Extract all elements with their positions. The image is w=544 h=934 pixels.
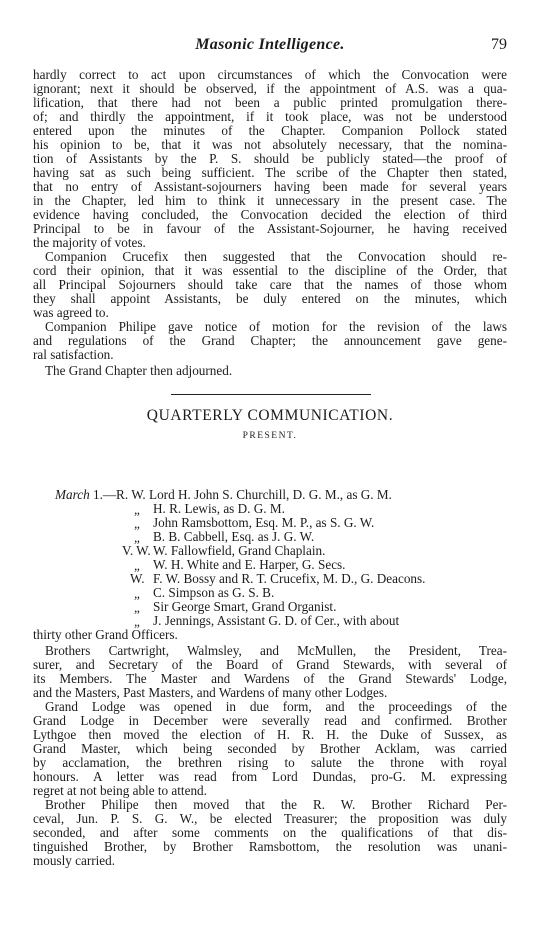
section-title: QUARTERLY COMMUNICATION. (146, 407, 394, 424)
text-line: its Members. The Master and Wardens of the Grand Stewards' Lodge, (33, 671, 507, 686)
attendance-first-line (55, 488, 392, 502)
ditto-mark: „ (134, 558, 140, 573)
officer-line: W. H. White and E. Harper, G. Secs. (153, 557, 346, 572)
ditto-mark: „ (134, 600, 140, 615)
text-line: hardly correct to act upon circumstances of which the Convocation were (33, 67, 507, 82)
text-line: and regulations of the Grand Chapter; the announcement gave gene- (33, 333, 507, 348)
text-line: Companion Philipe gave notice of motion for the revision of the laws (45, 319, 507, 334)
text-line: tion of Assistants by the P. S. should be publicly stated—the proof of (33, 151, 507, 166)
officer-line: F. W. Bossy and R. T. Crucefix, M. D., G. Deacons. (153, 571, 426, 586)
text-line: mously carried. (33, 853, 116, 868)
text-line: The Grand Chapter then adjourned. (45, 363, 233, 378)
text-line: ceval, Jun. P. S. G. W., be elected Treasurer; the proposition was duly (33, 811, 507, 826)
vw-mark: V. W. (122, 543, 151, 558)
text-line: surer, and Secretary of the Board of Grand Stewards, with several of (33, 657, 507, 672)
text-line: Grand Lodge was opened in due form, and the proceedings of the (45, 699, 507, 714)
text-line: the majority of votes. (33, 235, 146, 250)
text-line: lification, that there had not been a public printed promulgation there- (33, 95, 507, 110)
section-divider (171, 394, 371, 395)
attendance-closing: thirty other Grand Officers. (33, 627, 178, 642)
text-line: Brothers Cartwright, Walmsley, and McMullen, the President, Trea- (45, 643, 507, 658)
text-line: having sat as such being sufficient. The scribe of the Chapter then stated, (33, 165, 507, 180)
page-number: 79 (491, 36, 507, 53)
text-line: ignorant; next it should be observed, if the appointment of A.S. was a qua- (33, 81, 507, 96)
text-line: and the Masters, Past Masters, and Wardens of many other Lodges. (33, 685, 388, 700)
text-line: they shall appoint Assistants, be duly entered on the minutes, which (33, 291, 507, 306)
ditto-mark: „ (134, 516, 140, 531)
text-line: tinguished Brother, by Brother Ramsbottom, the resolution was unani- (33, 839, 507, 854)
text-line: Companion Crucefix then suggested that the Convocation should re- (45, 249, 507, 264)
officer-line: J. Jennings, Assistant G. D. of Cer., with about (153, 613, 400, 628)
text-line: Grand Master, which being seconded by Brother Acklam, was carried (33, 741, 507, 756)
text-line: evidence having concluded, the Convocation decided the election of third (33, 207, 507, 222)
text-line: his opinion to be, that it was not absolutely necessary, that the nomina- (33, 137, 507, 152)
text-line: seconded, and after some comments on the qualifications of that dis- (33, 825, 507, 840)
text-line: Principal to be in favour of the Assistant-Sojourner, he having received (33, 221, 507, 236)
officer-line: C. Simpson as G. S. B. (153, 585, 275, 600)
text-line: Lythgoe then moved the election of H. R. H. the Duke of Sussex, as (33, 727, 507, 742)
text-line: Brother Philipe then moved that the R. W. Brother Richard Per- (45, 797, 507, 812)
officer-line: Sir George Smart, Grand Organist. (153, 599, 337, 614)
officer-line: W. Fallowfield, Grand Chaplain. (153, 543, 326, 558)
text-line: by acclamation, the brethren rising to salute the throne with royal (33, 755, 507, 770)
officer-line: H. R. Lewis, as D. G. M. (153, 501, 285, 516)
attendance-date: March (55, 487, 90, 502)
text-line: honours. A letter was read from Lord Dundas, pro-G. M. expressing (33, 769, 507, 784)
text-line: that no entry of Assistant-sojourners having been made for several years (33, 179, 507, 194)
text-line: ral satisfaction. (33, 347, 114, 362)
ditto-mark: „ (134, 530, 140, 545)
ditto-mark: „ (134, 614, 140, 629)
present-heading: PRESENT. (242, 431, 298, 441)
ditto-mark: „ (134, 502, 140, 517)
running-title: Masonic Intelligence. (195, 36, 345, 53)
ditto-mark: „ (134, 586, 140, 601)
text-line: cord their opinion, that it was essential to the discipline of the Order, that (33, 263, 507, 278)
text-line: entered upon the minutes of the Chapter. Companion Pollock stated (33, 123, 507, 138)
text-line: regret at not being able to attend. (33, 783, 207, 798)
officer-line: John Ramsbottom, Esq. M. P., as S. G. W. (153, 515, 375, 530)
attendance-first-officer: 1.—R. W. Lord H. John S. Churchill, D. G. M., as G. M. (89, 487, 392, 502)
officer-line: B. B. Cabbell, Esq. as J. G. W. (153, 529, 315, 544)
text-line: of; and thirdly the appointment, if it took place, was not be understood (33, 109, 507, 124)
text-line: in the Chapter, led him to think it unnecessary in the present case. The (33, 193, 507, 208)
text-line: was agreed to. (33, 305, 109, 320)
text-line: Grand Lodge in December were severally read and confirmed. Brother (33, 713, 507, 728)
running-head (33, 36, 507, 56)
text-line: all Principal Sojourners should take care that the names of those whom (33, 277, 507, 292)
w-mark: W. (130, 571, 145, 586)
